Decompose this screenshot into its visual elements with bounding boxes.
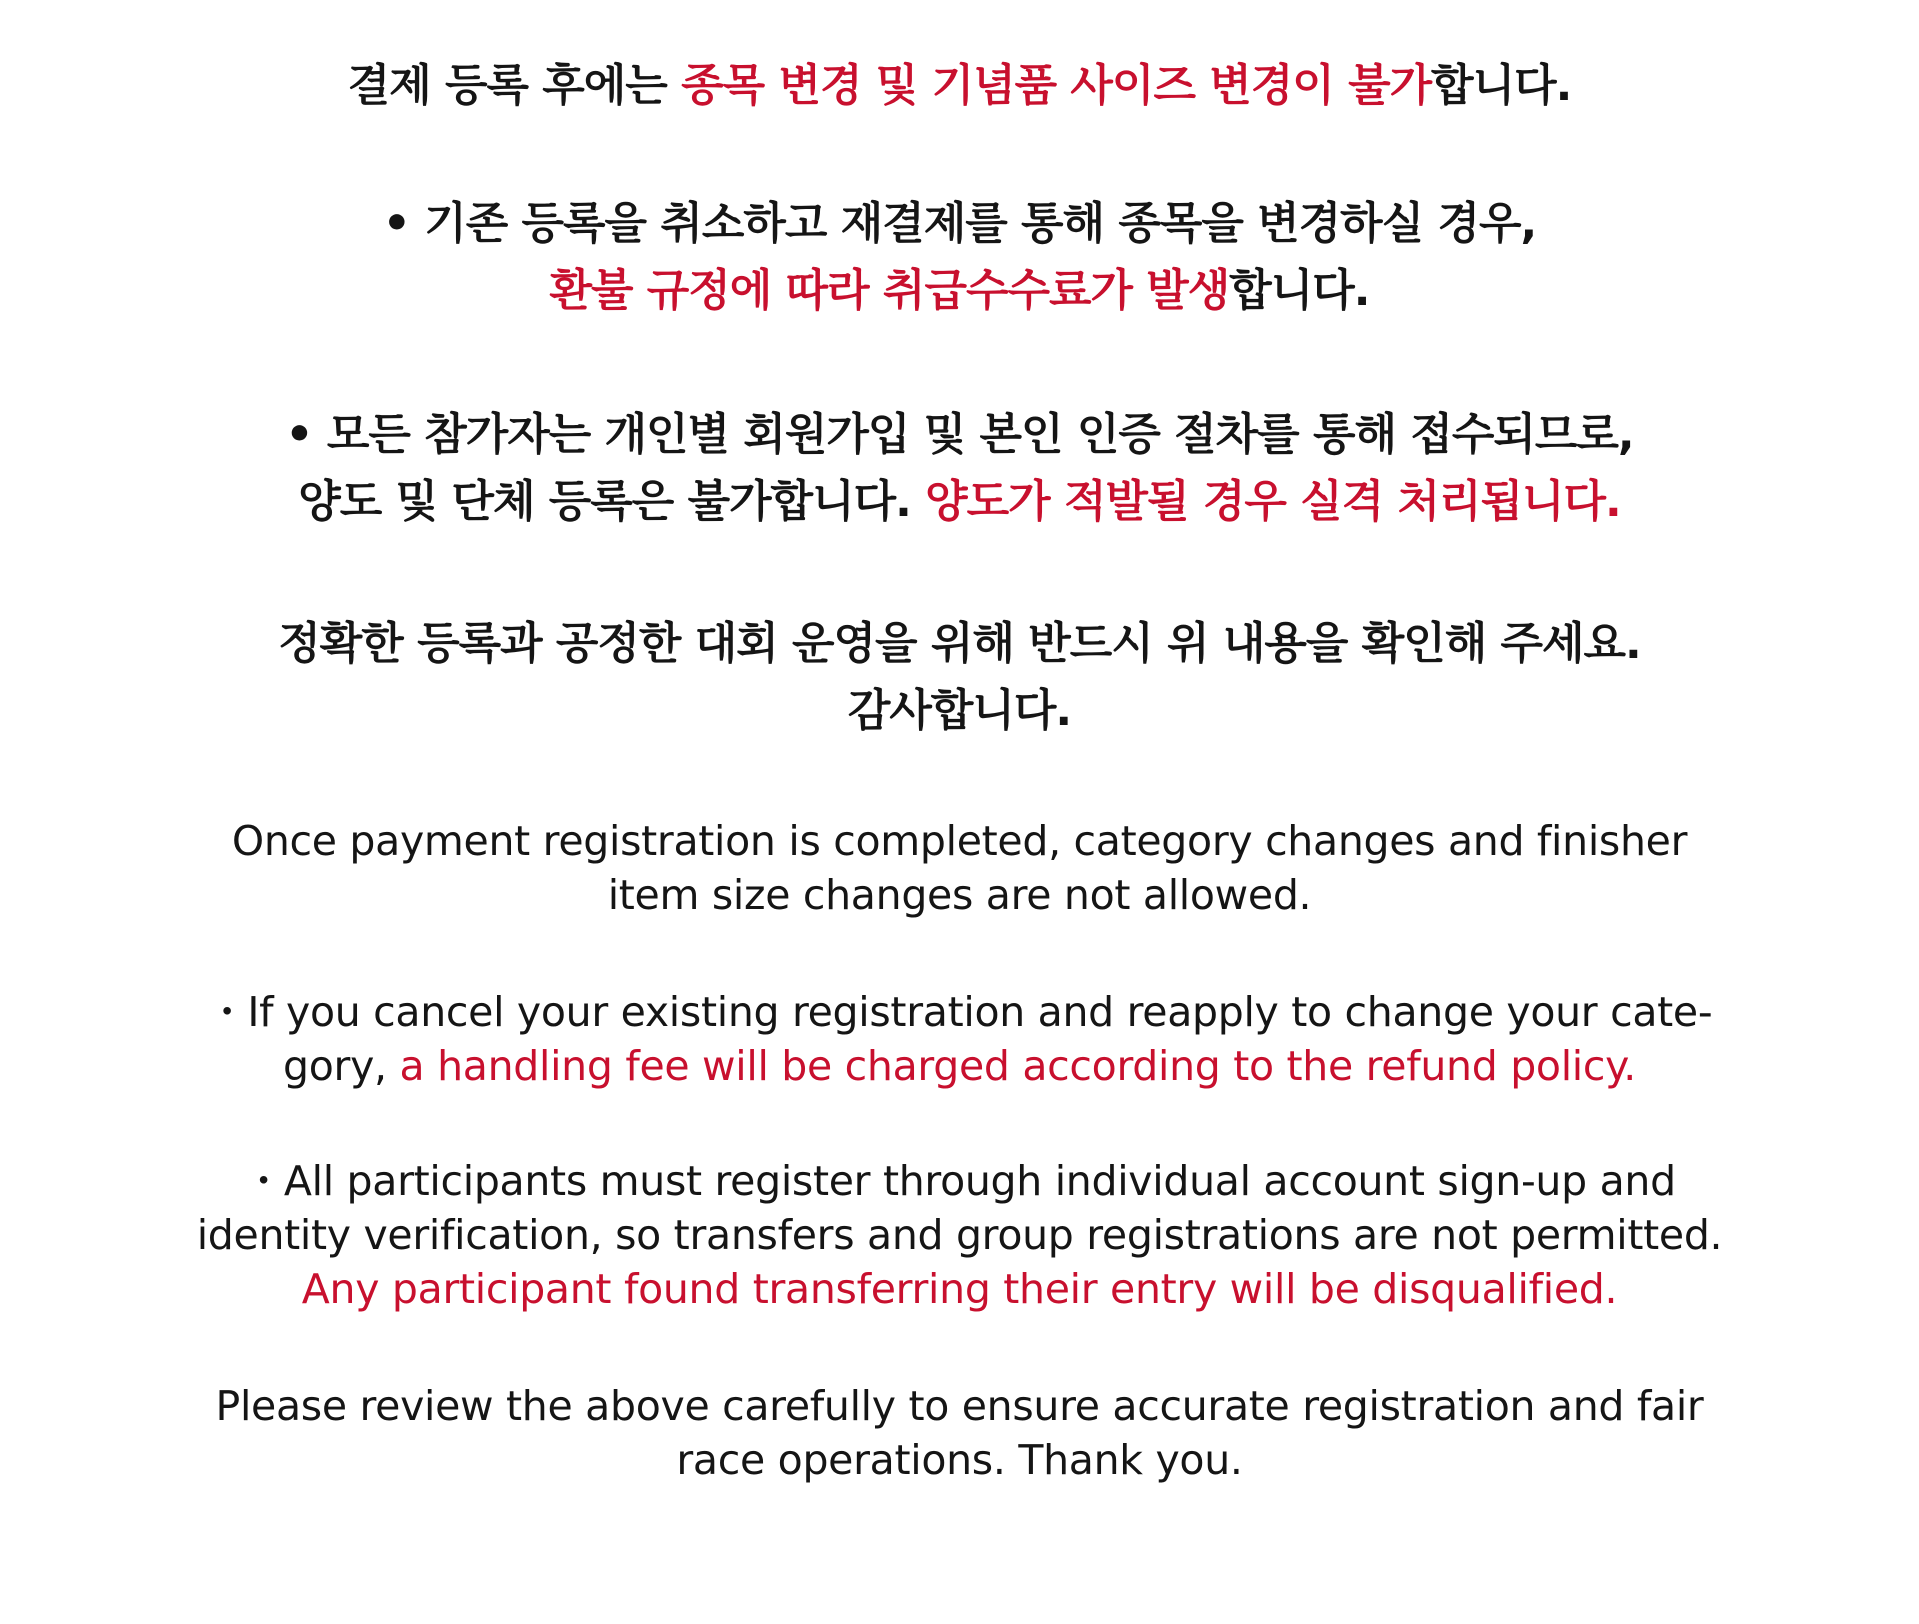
ko-p2-highlight: 환불 규정에 따라 취급수수료가 발생	[549, 265, 1230, 316]
en-p4-line1: Please review the above carefully to ensure accurate registration and fair	[215, 1382, 1704, 1430]
en-p3-line2: identity verification, so transfers and group registrations are not permitted.	[196, 1211, 1723, 1259]
ko-paragraph-no-changes	[0, 52, 1919, 119]
ko-p3-line2	[0, 468, 1919, 535]
en-p1-line1: Once payment registration is completed, category changes and finisher	[231, 817, 1688, 865]
en-p2-line2	[0, 1039, 1919, 1093]
en-p2-highlight: a handling fee will be charged according to the refund policy.	[399, 1042, 1636, 1090]
en-p3-highlight: Any participant found transferring their entry will be disqualified.	[301, 1265, 1618, 1313]
ko-p1-highlight: 종목 변경 및 기념품 사이즈 변경이 불가	[681, 60, 1432, 111]
ko-p1-post: 합니다.	[1431, 60, 1572, 111]
ko-p3-line1: • 모든 참가자는 개인별 회원가입 및 본인 인증 절차를 통해 접수되므로,	[285, 409, 1634, 460]
ko-paragraph-no-transfer	[0, 401, 1919, 535]
en-paragraph-no-changes	[0, 814, 1919, 922]
ko-p2-post: 합니다.	[1229, 265, 1370, 316]
en-p2-line1: ・If you cancel your existing registration and reapply to change your cate-	[206, 988, 1713, 1036]
en-p2-pre: gory,	[283, 1042, 400, 1090]
en-p4-line2: race operations. Thank you.	[676, 1436, 1243, 1484]
ko-paragraph-cancel-fee	[0, 190, 1919, 324]
en-paragraph-cancel-fee	[0, 985, 1919, 1093]
ko-p4-line1: 정확한 등록과 공정한 대회 운영을 위해 반드시 위 내용을 확인해 주세요.	[278, 618, 1641, 669]
ko-p4-line2: 감사합니다.	[847, 685, 1072, 736]
en-paragraph-no-transfer	[0, 1154, 1919, 1316]
ko-p1-pre: 결제 등록 후에는	[347, 60, 682, 111]
ko-p3-pre: 양도 및 단체 등록은 불가합니다.	[298, 476, 926, 527]
en-p1-line2: item size changes are not allowed.	[607, 871, 1312, 919]
ko-paragraph-closing	[0, 610, 1919, 744]
ko-p3-highlight: 양도가 적발될 경우 실격 처리됩니다.	[925, 476, 1621, 527]
en-paragraph-closing	[0, 1379, 1919, 1487]
ko-p2-line1: • 기존 등록을 취소하고 재결제를 통해 종목을 변경하실 경우,	[382, 198, 1537, 249]
ko-p2-line2	[0, 257, 1919, 324]
en-p3-line1: ・All participants must register through individual account sign-up and	[243, 1157, 1676, 1205]
ko-p1-line	[0, 52, 1919, 119]
